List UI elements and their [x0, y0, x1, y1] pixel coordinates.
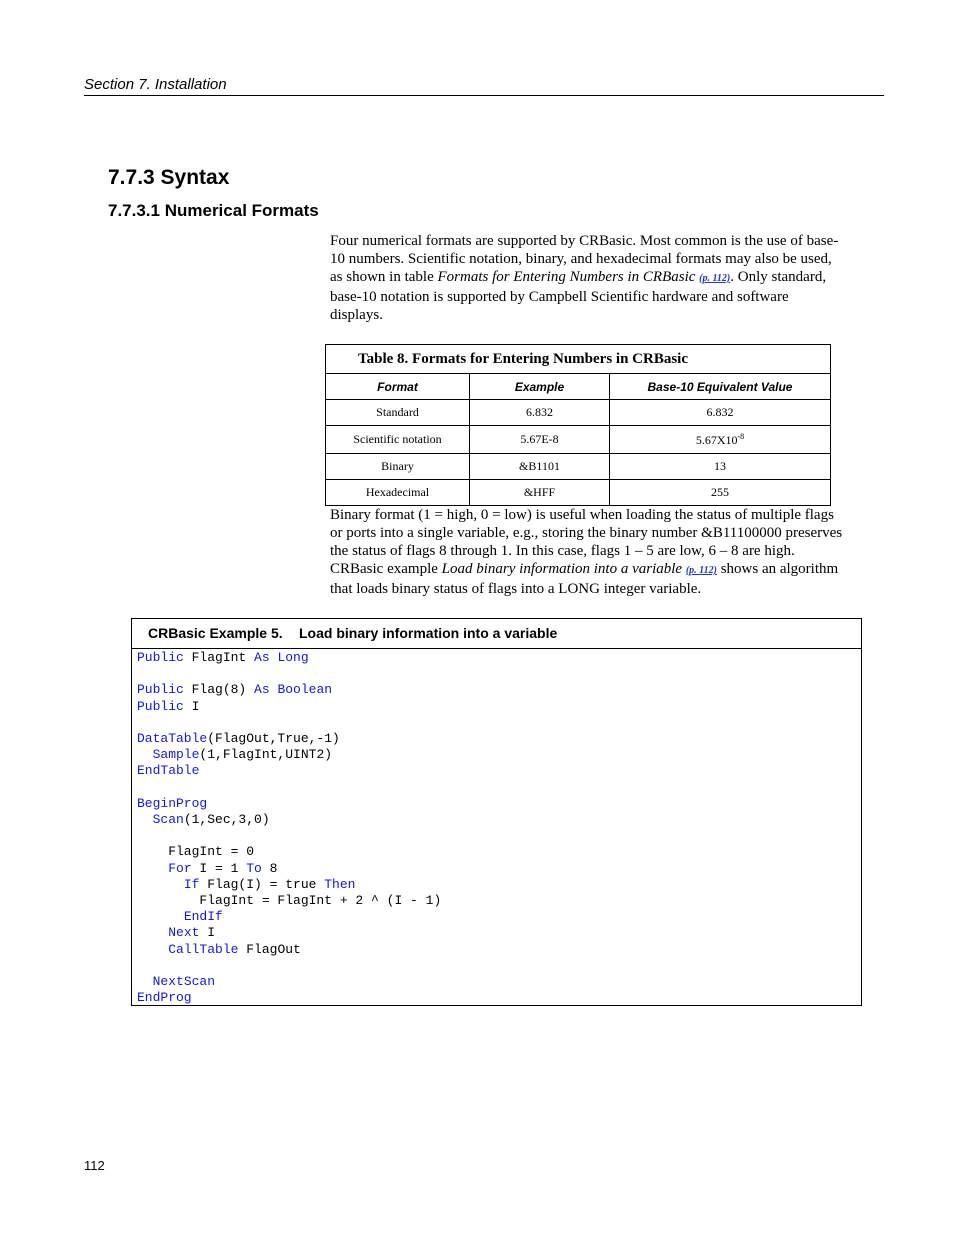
code-keyword: If: [183, 876, 200, 892]
mantissa: 5.67X10: [695, 432, 738, 447]
table-row: [326, 480, 830, 506]
code-keyword: For: [168, 860, 192, 876]
code-text: [137, 925, 168, 940]
code-text: [137, 877, 184, 892]
code-line: [137, 877, 355, 892]
code-line: [137, 731, 340, 746]
code-keyword: EndProg: [137, 990, 192, 1006]
code-text: FlagInt = FlagInt + 2 ^ (I - 1): [137, 893, 442, 909]
page-number: 112: [84, 1158, 105, 1173]
code-text: FlagInt: [183, 650, 255, 665]
table-reference-title: Formats for Entering Numbers in CRBasic: [437, 269, 696, 285]
page-reference-link[interactable]: (p. 112): [685, 565, 717, 576]
table-header-cell: Base-10 Equivalent Value: [610, 374, 831, 400]
code-keyword: As: [254, 682, 270, 698]
code-line: [137, 925, 215, 940]
paragraph-text: . Only standard, base-10 notation is supported by Campbell Scientific hardware and software displays.: [330, 269, 827, 323]
code-keyword: CallTable: [168, 941, 239, 957]
code-keyword: Boolean: [277, 682, 333, 698]
page-reference-link[interactable]: (p. 112): [699, 273, 731, 284]
code-keyword: Sample: [152, 747, 200, 763]
code-keyword: Public: [137, 650, 184, 665]
code-text: [137, 812, 153, 827]
table-cell: Binary: [326, 454, 470, 480]
code-example-caption: [132, 619, 861, 649]
code-keyword: EndTable: [137, 763, 200, 779]
table-cell: Scientific notation: [326, 426, 470, 454]
code-keyword: NextScan: [152, 974, 216, 990]
code-keyword: DataTable: [137, 731, 208, 747]
code-text: Flag(8): [183, 682, 255, 698]
table-row: [326, 400, 830, 426]
code-keyword: As: [254, 650, 270, 665]
table-caption: Table 8. Formats for Entering Numbers in CRBasic: [326, 345, 830, 374]
code-line: [137, 861, 277, 876]
table-cell: [610, 426, 831, 454]
code-text: [137, 942, 168, 957]
table-cell: &B1101: [470, 454, 610, 480]
code-keyword: To: [246, 860, 262, 876]
code-text: I = 1: [191, 860, 247, 876]
code-line: [137, 812, 270, 827]
code-keyword: Public: [137, 698, 184, 714]
code-line: [137, 699, 199, 714]
paragraph-text: shows an algorithm that loads binary status of flags into a LONG integer variable.: [330, 561, 839, 597]
formats-table: [325, 344, 831, 506]
exponent: -8: [737, 431, 745, 441]
table-cell: 255: [610, 480, 831, 506]
code-text: FlagInt = 0: [137, 844, 255, 860]
code-text: I: [183, 698, 200, 714]
paragraph-text: Four numerical formats are supported by CRBasic. Most common is the use of base-10 numbers. Scientific notation, binary, and hexadecimal formats may also be used, as shown in table: [330, 233, 839, 285]
code-line: [137, 909, 223, 924]
table-cell: Standard: [326, 400, 470, 426]
binary-format-paragraph: [330, 506, 845, 598]
code-line: [137, 893, 441, 908]
code-line: [137, 682, 332, 697]
code-line: [137, 844, 254, 859]
code-line: [137, 650, 309, 665]
intro-paragraph: [330, 232, 845, 324]
table-cell: Hexadecimal: [326, 480, 470, 506]
code-keyword: Public: [137, 682, 184, 698]
code-line: [137, 990, 192, 1005]
code-example-box: [131, 618, 862, 1006]
code-text: I: [199, 925, 216, 941]
code-line: [137, 796, 207, 811]
code-example-label: CRBasic Example 5.: [148, 625, 283, 641]
paragraph-text: Binary format (1 = high, 0 = low) is useful when loading the status of multiple flags or ports into a single variable, e.g., storing the binary number &B11100000 preserves the status of flags 8 through 1. In this case, flags 1 – 5 are low, 6 – 8 are high. CRBasic example: [330, 507, 843, 577]
table-cell: 13: [610, 454, 831, 480]
table-cell: 6.832: [470, 400, 610, 426]
code-keyword: Long: [277, 650, 309, 665]
code-keyword: Scan: [152, 812, 184, 828]
table-header-cell: Example: [470, 374, 610, 400]
code-listing: [132, 649, 861, 1006]
table-row: [326, 454, 830, 480]
code-text: (1,Sec,3,0): [183, 812, 270, 828]
code-text: (FlagOut,True,-1): [207, 731, 340, 747]
code-text: [137, 974, 153, 989]
running-header: Section 7. Installation: [84, 76, 884, 96]
code-keyword: BeginProg: [137, 795, 208, 811]
subsection-heading: 7.7.3.1 Numerical Formats: [108, 201, 319, 220]
code-example-title: Load binary information into a variable: [299, 625, 558, 641]
table-cell: 6.832: [610, 400, 831, 426]
code-text: FlagOut: [238, 941, 301, 957]
example-reference-title: Load binary information into a variable: [441, 561, 683, 577]
code-line: [137, 942, 301, 957]
table-row: [326, 426, 830, 454]
table-cell: &HFF: [470, 480, 610, 506]
code-line: [137, 747, 332, 762]
section-heading: 7.7.3 Syntax: [108, 166, 230, 189]
code-keyword: Next: [168, 925, 200, 941]
code-text: (1,FlagInt,UINT2): [199, 747, 333, 763]
code-text: [137, 861, 168, 876]
code-text: [137, 747, 153, 762]
code-line: [137, 974, 215, 989]
code-keyword: Then: [324, 876, 356, 892]
code-text: Flag(I) = true: [199, 876, 325, 892]
code-keyword: EndIf: [183, 909, 223, 925]
code-text: [137, 909, 184, 924]
code-line: [137, 763, 199, 778]
table-header-cell: Format: [326, 374, 470, 400]
code-text: 8: [261, 860, 278, 876]
table-cell: 5.67E-8: [470, 426, 610, 454]
